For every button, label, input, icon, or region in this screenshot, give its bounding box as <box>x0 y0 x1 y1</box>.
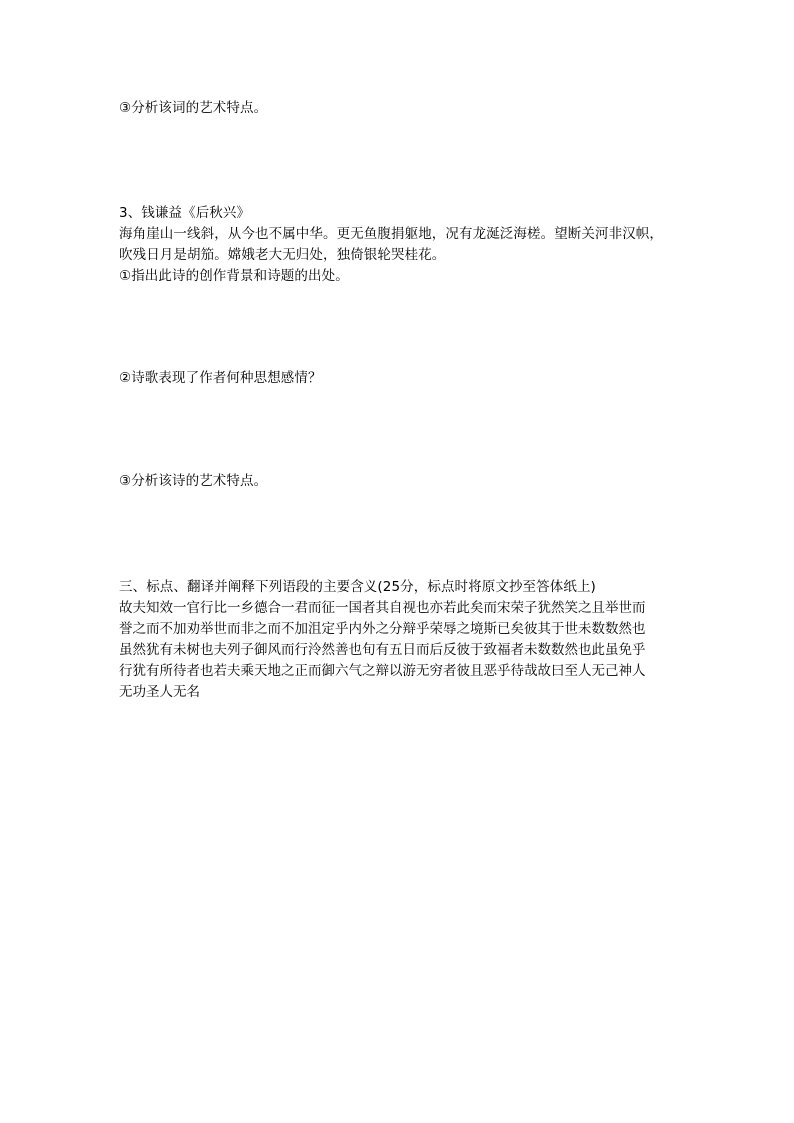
passage-line: 故夫知效一官行比一乡德合一君而征一国者其自视也亦若此矣而宋荣子犹然笑之且举世而 <box>119 600 646 616</box>
passage-line: 虽然犹有未树也夫列子御风而行泠然善也旬有五日而后反彼于致福者未数数然也此虽免乎 <box>119 642 646 658</box>
poem3-text-line-2: 吹残日月是胡笳。嫦娥老大无归处，独倚银轮哭桂花。 <box>119 247 446 263</box>
poem3-question-3: ③分析该诗的艺术特点。 <box>119 473 268 489</box>
passage-line: 无功圣人无名 <box>119 684 200 700</box>
section3-passage <box>119 598 679 703</box>
poem3-heading: 3、钱谦益《后秋兴》 <box>119 205 251 221</box>
passage-line: 行犹有所待者也若夫乘天地之正而御六气之辩以游无穷者彼且恶乎待哉故曰至人无己神人 <box>119 663 646 679</box>
poem3-question-2: ②诗歌表现了作者何种思想感情？ <box>119 370 322 386</box>
passage-line: 誉之而不加劝举世而非之而不加沮定乎内外之分辩乎荣辱之境斯已矣彼其于世未数数然也 <box>119 621 646 637</box>
section3-heading: 三、标点、翻译并阐释下列语段的主要含义(25分，标点时将原文抄至答体纸上) <box>119 579 596 595</box>
section2-question-3: ③分析该词的艺术特点。 <box>119 100 268 116</box>
poem3-question-1: ①指出此诗的创作背景和诗题的出处。 <box>119 268 349 284</box>
poem3-text-line-1: 海角崖山一线斜，从今也不属中华。更无鱼腹捐躯地，况有龙涎泛海槎。望断关河非汉帜， <box>119 226 663 242</box>
